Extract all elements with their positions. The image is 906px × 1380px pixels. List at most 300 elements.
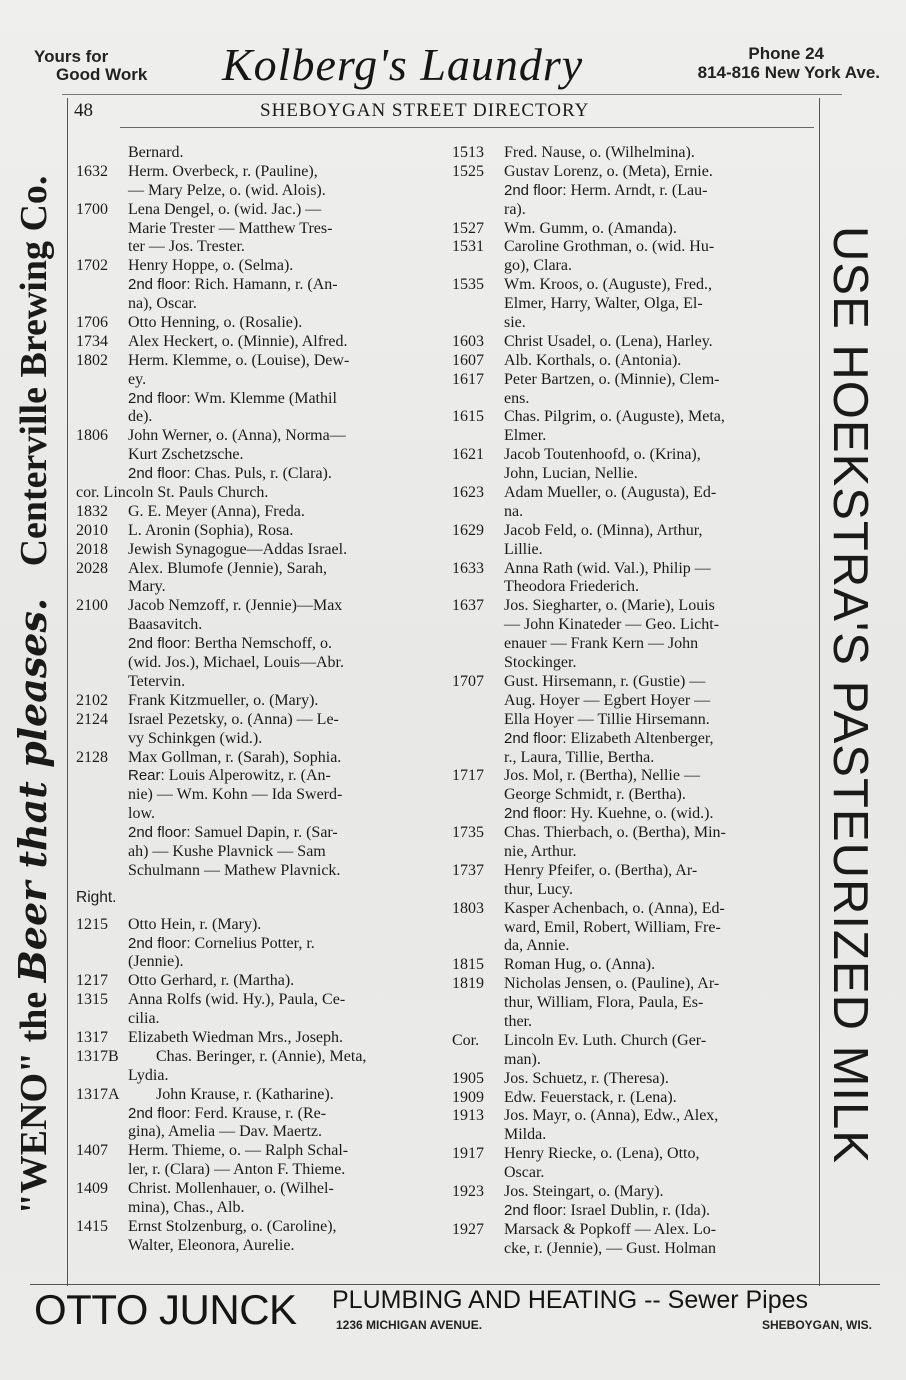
entry-text: Alex Heckert, o. (Minnie), Alfred. [128,332,348,350]
resident-entry [504,220,677,239]
directory-line [76,1067,450,1086]
directory-line [76,889,450,908]
house-number: 2100 [76,597,108,615]
entry-text: vy Schinkgen (wid.). [128,729,263,747]
entry-text: Kurt Zschetzsche. [128,446,244,464]
resident-entry [504,881,573,900]
house-number: 1315 [76,991,108,1009]
resident-entry [504,446,701,465]
entry-text: Peter Bartzen, o. (Minnie), Clem- [504,370,720,388]
resident-entry [504,843,576,862]
resident-entry [504,427,546,446]
plumber-city: SHEBOYGAN, WIS. [761,1318,872,1332]
directory-line [76,805,450,824]
house-number: 1415 [76,1217,108,1235]
resident-entry [504,1013,532,1032]
entry-text: Gustav Lorenz, o. (Meta), Ernie. [504,162,713,180]
house-number: 1603 [452,332,484,350]
entry-text: Herm. Klemme, o. (Louise), Dew- [128,351,350,369]
directory-line [452,843,820,862]
resident-entry [128,1029,343,1048]
entry-text: Jewish Synagogue—Addas Israel. [128,540,348,558]
house-number: 1632 [76,162,108,180]
ad-address: 814-816 New York Ave. [697,63,880,82]
resident-entry [504,1032,706,1051]
directory-line [452,1183,820,1202]
resident-entry [504,295,703,314]
resident-entry [128,786,342,805]
directory-line [452,522,820,541]
entry-text: Alex. Blumofe (Jennie), Sarah, [128,559,328,577]
entry-text: Lincoln Ev. Luth. Church (Ger- [504,1031,707,1049]
entry-text: mina), Chas., Alb. [128,1198,245,1216]
house-number: 1702 [76,257,108,275]
brewery-ad-text [10,176,56,1215]
house-number: 1623 [452,484,484,502]
plumber-trade: PLUMBING AND HEATING -- Sewer Pipes [332,1286,809,1314]
entry-text: Elizabeth Wiedman Mrs., Joseph. [128,1028,344,1046]
directory-line [452,956,820,975]
entry-text: G. E. Meyer (Anna), Freda. [128,502,305,520]
entry-text: low. [128,805,155,823]
directory-line [452,446,820,465]
ad-contact [698,44,880,82]
entry-text: nie, Arthur. [504,842,577,860]
house-number: 1923 [452,1182,484,1200]
resident-entry [504,1183,664,1202]
entry-text: Lydia. [128,1066,169,1084]
entry-text: Elmer, Harry, Walter, Olga, El- [504,295,703,313]
directory-line [452,1032,820,1051]
directory-line [452,408,820,427]
house-number: 1706 [76,314,108,332]
house-number: 1535 [452,276,484,294]
resident-entry [504,597,715,616]
resident-entry [504,654,576,673]
directory-line [76,182,450,201]
floor-label: 2nd floor: [128,824,191,842]
resident-entry [504,786,686,805]
entry-text: Chas. Puls, r. (Clara). [190,465,332,483]
floor-label: 2nd floor: [128,635,191,653]
right-column [452,144,820,1259]
resident-entry [128,616,202,635]
directory-line [76,295,450,314]
entry-text: Max Gollman, r. (Sarah), Sophia. [128,748,342,766]
directory-line [452,824,820,843]
entry-text: thur, Lucy. [504,880,573,898]
resident-entry [504,163,713,182]
house-number: 1917 [452,1145,484,1163]
directory-line [76,711,450,730]
entry-text: Anna Rolfs (wid. Hy.), Paula, Ce- [128,991,346,1009]
entry-text: ah) — Kushe Plavnick — Sam [128,842,326,860]
entry-text: ler, r. (Clara) — Anton F. Thieme. [128,1161,346,1179]
resident-entry [504,560,711,579]
house-number: 1802 [76,351,108,369]
house-number: 2010 [76,521,108,539]
resident-entry [504,503,523,522]
directory-line [452,333,820,352]
house-number: 1629 [452,521,484,539]
directory-line [452,1164,820,1183]
house-number: 1737 [452,861,484,879]
directory-line [76,560,450,579]
entry-text: Wm. Gumm, o. (Amanda). [504,219,677,237]
directory-line [452,560,820,579]
directory-line [452,352,820,371]
entry-text: Christ. Mollenhauer, o. (Wilhel- [128,1180,334,1198]
entry-text: go), Clara. [504,257,572,275]
floor-label: 2nd floor: [128,276,191,294]
directory-line [76,654,450,673]
directory-line [76,257,450,276]
house-number: 1909 [452,1088,484,1106]
house-number: 1317B [76,1047,119,1065]
house-number: 2018 [76,540,108,558]
resident-entry [504,975,719,994]
milk-advertisement [820,100,880,1290]
resident-entry [504,919,721,938]
house-number: 1734 [76,332,108,350]
directory-line [76,1199,450,1218]
resident-entry [76,484,268,503]
directory-line [452,427,820,446]
entry-text: Israel Pezetsky, o. (Anna) — Le- [128,710,339,728]
directory-line [76,1029,450,1048]
resident-entry [128,522,293,541]
resident-entry [504,862,697,881]
house-number: 1700 [76,200,108,218]
left-border [67,98,68,1286]
directory-line [76,972,450,991]
house-number: 1621 [452,446,484,464]
resident-entry [504,578,639,597]
house-number: Cor. [452,1031,480,1049]
resident-entry [504,767,700,786]
resident-entry [504,1070,669,1089]
entry-text: Anna Rath (wid. Val.), Philip — [504,559,711,577]
resident-entry [504,1202,710,1221]
directory-line [452,1202,820,1221]
entry-text: Walter, Eleonora, Aurelie. [128,1236,295,1254]
resident-entry [128,144,184,163]
resident-entry [128,276,338,295]
directory-line [452,1089,820,1108]
resident-entry [128,972,294,991]
entry-text: Elmer. [504,427,547,445]
directory-line [452,711,820,730]
house-number: 1407 [76,1142,108,1160]
resident-entry [128,654,344,673]
entry-text: Schulmann — Mathew Plavnick. [128,861,341,879]
directory-line [76,522,450,541]
directory-line [76,144,450,163]
ad-slogan-line2: Good Work [56,65,148,84]
resident-entry [128,503,305,522]
house-number: 1819 [452,975,484,993]
resident-entry [504,824,726,843]
house-number: 1317A [76,1085,120,1103]
house-number: 1905 [452,1069,484,1087]
house-number: 2124 [76,710,108,728]
entry-text: ens. [504,389,530,407]
resident-entry [128,238,245,257]
entry-text: ward, Emil, Robert, William, Fre- [504,918,721,936]
resident-entry [128,862,340,881]
resident-entry [128,767,331,786]
resident-entry [128,408,152,427]
resident-entry [504,314,526,333]
resident-entry [128,730,262,749]
entry-text: Henry Hoppe, o. (Selma). [128,257,294,275]
entry-text: Samuel Dapin, r. (Sar- [190,824,338,842]
directory-line [76,843,450,862]
entry-text: Lillie. [504,540,543,558]
resident-entry [504,276,712,295]
entry-text: Jos. Mol, r. (Bertha), Nellie — [504,767,700,785]
resident-entry [504,937,569,956]
entry-text: Christ Usadel, o. (Lena), Harley. [504,332,713,350]
house-number: 1617 [452,370,484,388]
resident-entry [504,541,543,560]
entry-text: Caroline Grothman, o. (wid. Hu- [504,238,715,256]
directory-line [452,597,820,616]
directory-line [76,1218,450,1237]
directory-line [452,919,820,938]
entry-text: cilia. [128,1010,160,1028]
entry-text: Ella Hoyer — Tillie Hirsemann. [504,710,710,728]
entry-text: — John Kinateder — Geo. Licht- [504,616,720,634]
directory-line [452,730,820,749]
resident-entry [128,597,342,616]
resident-entry [504,352,681,371]
house-number: 1927 [452,1220,484,1238]
directory-line [76,201,450,220]
directory-line [76,673,450,692]
page-title: SHEBOYGAN STREET DIRECTORY [260,100,590,121]
entry-text: Stockinger. [504,654,577,672]
laundry-brand-name: Kolberg's Laundry [222,39,584,90]
resident-entry [128,805,155,824]
directory-line [76,616,450,635]
house-number: 1525 [452,162,484,180]
directory-line [76,635,450,654]
house-number: 1409 [76,1180,108,1198]
entry-text: Hy. Kuehne, o. (wid.). [566,805,714,823]
entry-text: Adam Mueller, o. (Augusta), Ed- [504,484,717,502]
top-divider [62,94,842,95]
entry-text: ey. [128,370,147,388]
entry-text: Cornelius Potter, r. [190,934,315,952]
entry-text: Jos. Siegharter, o. (Marie), Louis [504,597,715,615]
directory-line [452,295,820,314]
entry-text: Marsack & Popkoff — Alex. Lo- [504,1220,717,1238]
entry-text: Wm. Klemme (Mathil [190,389,337,407]
plumber-address: 1236 MICHIGAN AVENUE. [336,1318,483,1332]
directory-line [76,597,450,616]
milk-ad-text: USE HOEKSTRA'S PASTEURIZED MILK [823,226,877,1164]
directory-line [452,257,820,276]
floor-label: 2nd floor: [128,1104,191,1122]
resident-entry [128,182,326,201]
resident-entry [128,1180,334,1199]
house-number: 1607 [452,351,484,369]
resident-entry [128,1010,160,1029]
floor-label: 2nd floor: [128,934,191,952]
entry-text: Baasavitch. [128,616,203,634]
directory-header [74,98,814,128]
resident-entry [504,1089,677,1108]
house-number: 1513 [452,144,484,161]
entry-text: Aug. Hoyer — Egbert Hoyer — [504,691,711,709]
directory-line [452,465,820,484]
resident-entry [128,465,332,484]
entry-text: Jos. Steingart, o. (Mary). [504,1182,664,1200]
directory-line [452,541,820,560]
resident-entry [128,935,315,954]
spacer [76,881,450,889]
entry-text: Otto Hein, r. (Mary). [128,915,262,933]
entry-text: cor. Lincoln St. Pauls Church. [76,484,269,502]
house-number: 1217 [76,972,108,990]
entry-text: Henry Pfeifer, o. (Bertha), Ar- [504,861,698,879]
directory-line [452,862,820,881]
resident-entry [504,371,720,390]
directory-line [452,144,820,163]
resident-entry [128,711,339,730]
directory-line [76,238,450,257]
directory-line [452,881,820,900]
entry-text: Otto Gerhard, r. (Martha). [128,972,295,990]
directory-line [452,1107,820,1126]
entry-text: cke, r. (Jennie), — Gust. Holman [504,1239,716,1257]
directory-line [76,220,450,239]
directory-line [452,1221,820,1240]
resident-entry [128,953,184,972]
resident-entry [128,333,347,352]
house-number: 2028 [76,559,108,577]
house-number: 1615 [452,408,484,426]
resident-entry [504,1145,699,1164]
resident-entry [504,182,707,201]
resident-entry [128,257,293,276]
directory-line [452,163,820,182]
entry-text: Chas. Pilgrim, o. (Auguste), Meta, [504,408,725,426]
directory-line [452,371,820,390]
directory-line [76,1086,450,1105]
house-number: 1527 [452,219,484,237]
directory-line [76,276,450,295]
directory-line [452,276,820,295]
page-number: 48 [74,100,93,121]
resident-entry [504,1240,716,1259]
entry-text: nie) — Wm. Kohn — Ida Swerd- [128,786,343,804]
resident-entry [504,1051,541,1070]
entry-text: de). [128,408,153,426]
directory-line [76,465,450,484]
ad-phone: Phone 24 [748,44,824,63]
directory-line [452,805,820,824]
entry-text: Oscar. [504,1164,545,1182]
directory-line [452,390,820,409]
entry-text: John Krause, r. (Katharine). [156,1085,334,1103]
entry-text: Frank Kitzmueller, o. (Mary). [128,691,319,709]
entry-text: (Jennie). [128,953,184,971]
entry-text: Jacob Toutenhoofd, o. (Krina), [504,446,701,464]
resident-entry [504,692,710,711]
directory-line [76,541,450,560]
entry-text: gina), Amelia — Dav. Maertz. [128,1123,323,1141]
directory-line [76,314,450,333]
left-column [76,144,450,1256]
directory-line [452,692,820,711]
directory-line [452,182,820,201]
entry-text: Nicholas Jensen, o. (Pauline), Ar- [504,975,720,993]
entry-text: L. Aronin (Sophia), Rosa. [128,521,294,539]
directory-line [76,408,450,427]
resident-entry [128,673,185,692]
house-number: 1633 [452,559,484,577]
directory-line [76,427,450,446]
resident-entry [128,314,302,333]
brewery-ad-slogan: Beer that pleases. [10,597,55,983]
entry-text: Israel Dublin, r. (Ida). [566,1201,711,1219]
house-number: 2128 [76,748,108,766]
entry-text: ra). [504,200,526,218]
resident-entry [504,333,713,352]
directory-line [76,862,450,881]
resident-entry [504,390,529,409]
resident-entry [504,711,710,730]
directory-line [76,692,450,711]
resident-entry [504,635,698,654]
resident-entry [128,560,327,579]
floor-label: 2nd floor: [504,729,567,747]
house-number: 1531 [452,238,484,256]
entry-text: Tetervin. [128,672,186,690]
resident-entry [504,805,713,824]
resident-entry [128,843,326,862]
resident-entry [156,1086,334,1105]
directory-line [452,578,820,597]
resident-entry [128,1105,326,1124]
resident-entry [128,1142,348,1161]
directory-line [76,749,450,768]
directory-line [76,916,450,935]
brewery-ad-part1: "WENO" the [13,991,55,1215]
ad-slogan [34,48,147,84]
entry-text: thur, William, Flora, Paula, Es- [504,994,704,1012]
resident-entry [504,408,725,427]
entry-text: Jos. Mayr, o. (Anna), Edw., Alex, [504,1107,719,1125]
resident-entry [128,1218,337,1237]
resident-entry [128,1161,345,1180]
directory-line [76,484,450,503]
brewery-name: Centerville Brewing Co. [13,175,55,567]
house-number: 2102 [76,691,108,709]
directory-line [452,1145,820,1164]
resident-entry [128,446,244,465]
resident-entry [128,692,318,711]
resident-entry [128,427,346,446]
directory-line [76,390,450,409]
house-number: 1717 [452,767,484,785]
entry-text: Lena Dengel, o. (wid. Jac.) — [128,200,322,218]
directory-line [76,1161,450,1180]
entry-text: Alb. Korthals, o. (Antonia). [504,351,682,369]
floor-label: 2nd floor: [504,1201,567,1219]
